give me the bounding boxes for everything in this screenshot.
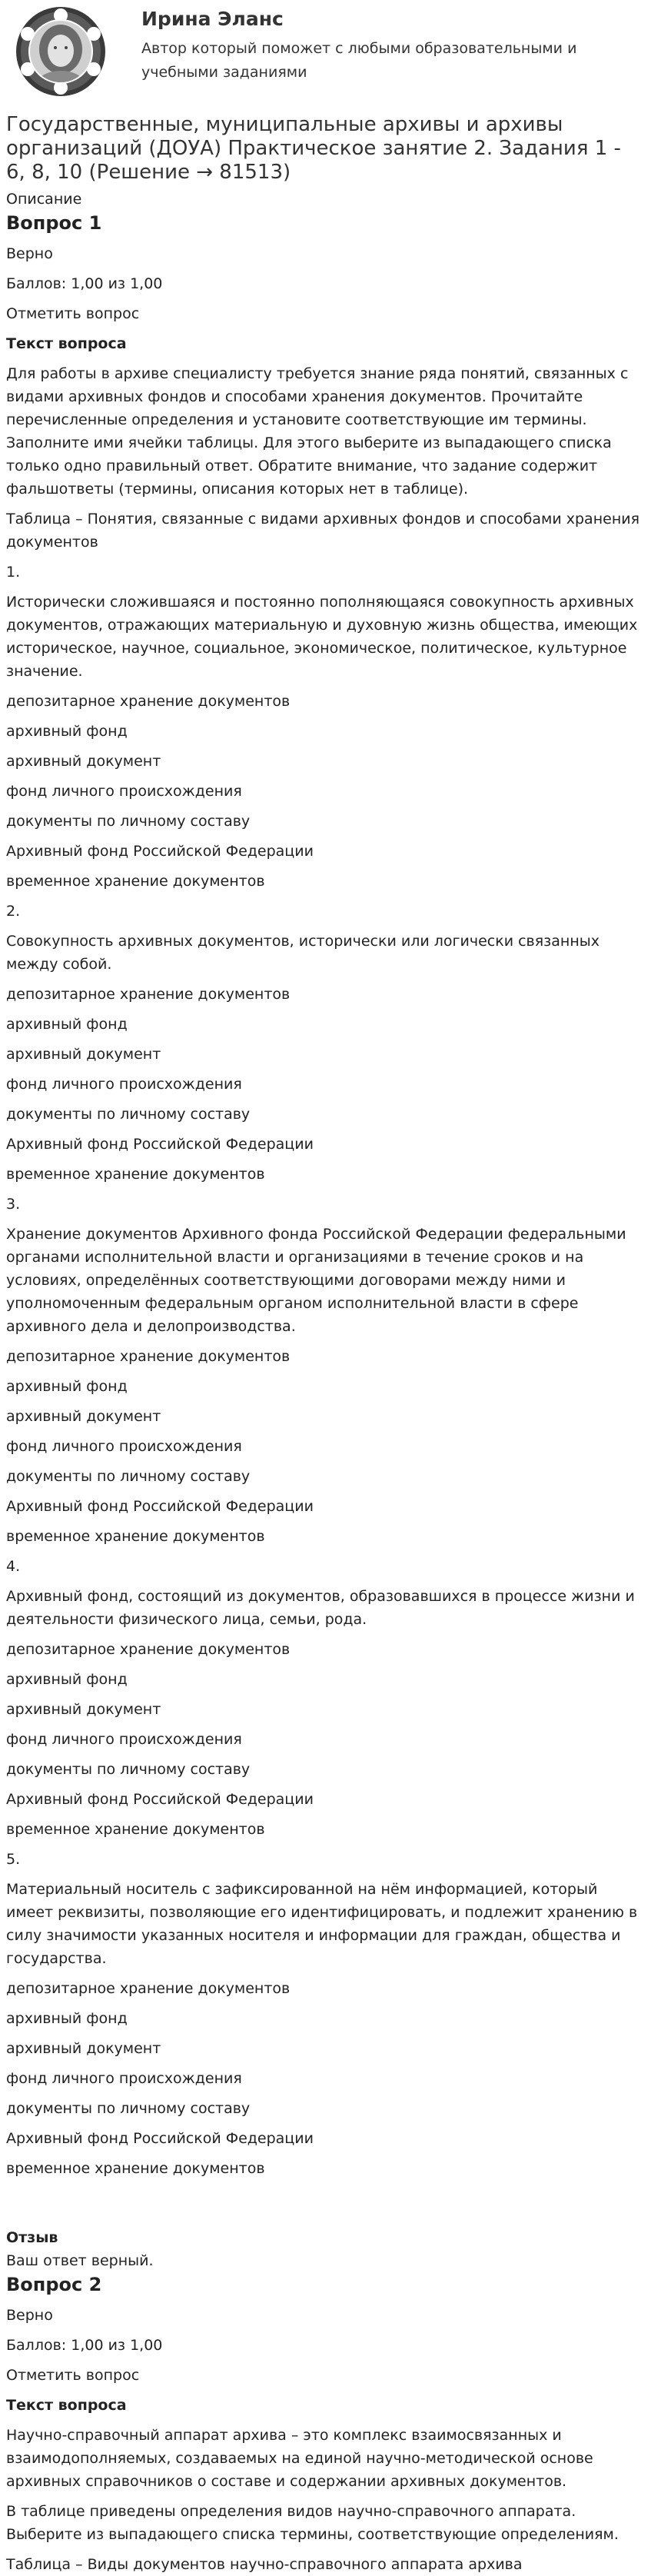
document-title: Государственные, муниципальные архивы и архивы организаций (ДОУА) Практическое занятие 2. Задания 1 - 6, 8, 10 (Решение → 81513) <box>6 113 621 184</box>
answer-option[interactable]: фонд личного происхождения <box>6 1438 242 1455</box>
document-content <box>6 188 644 2576</box>
item-number: 3. <box>6 1196 21 1213</box>
answer-option[interactable]: депозитарное хранение документов <box>6 1641 291 1658</box>
answer-option[interactable]: депозитарное хранение документов <box>6 1348 291 1365</box>
answer-option[interactable]: фонд личного происхождения <box>6 1731 242 1748</box>
question-2-status: Верно <box>6 2307 53 2324</box>
answer-option[interactable]: архивный фонд <box>6 1671 128 1688</box>
item-number: 1. <box>6 564 21 581</box>
answer-option[interactable]: Архивный фонд Российской Федерации <box>6 1136 314 1153</box>
author-description: Автор который поможет с любыми образовательными и учебными заданиями <box>141 40 577 81</box>
answer-option[interactable]: временное хранение документов <box>6 873 265 890</box>
answer-option[interactable]: Архивный фонд Российской Федерации <box>6 843 314 860</box>
question-1-flag-link[interactable]: Отметить вопрос <box>6 305 140 322</box>
question-1-score: Баллов: 1,00 из 1,00 <box>6 275 163 292</box>
question-2-title: Вопрос 2 <box>6 2274 102 2295</box>
answer-option[interactable]: архивный документ <box>6 1046 161 1063</box>
author-header <box>0 0 651 103</box>
answer-option[interactable]: архивный документ <box>6 1408 161 1425</box>
answer-option[interactable]: архивный документ <box>6 753 161 770</box>
item-definition: Совокупность архивных документов, исторически или логически связанных между собой. <box>6 933 600 973</box>
question-1-review-label: Отзыв <box>6 2229 58 2246</box>
question-2-text-label: Текст вопроса <box>6 2397 127 2414</box>
answer-option[interactable]: временное хранение документов <box>6 1528 265 1545</box>
answer-option[interactable]: депозитарное хранение документов <box>6 986 291 1003</box>
answer-option[interactable]: временное хранение документов <box>6 1166 265 1183</box>
answer-option[interactable]: документы по личному составу <box>6 1761 251 1778</box>
question-2-flag-link[interactable]: Отметить вопрос <box>6 2367 140 2384</box>
answer-option[interactable]: фонд личного происхождения <box>6 783 242 800</box>
answer-option[interactable]: фонд личного происхождения <box>6 1076 242 1093</box>
answer-option[interactable]: архивный фонд <box>6 1378 128 1395</box>
question-2-text-1: Научно-справочный аппарат архива – это комплекс взаимосвязанных и взаимодополняемых, создаваемых на единой научно-методической основе архивных справочников о составе и содержании архивных документов. <box>6 2427 593 2490</box>
answer-option[interactable]: архивный фонд <box>6 2010 128 2027</box>
answer-option[interactable]: временное хранение документов <box>6 2160 265 2177</box>
answer-option[interactable]: документы по личному составу <box>6 813 251 830</box>
answer-option[interactable]: документы по личному составу <box>6 2100 251 2117</box>
question-1-feedback: Ваш ответ верный. <box>6 2252 154 2269</box>
answer-option[interactable]: архивный фонд <box>6 723 128 740</box>
question-1-text-label: Текст вопроса <box>6 335 127 352</box>
question-2-text-2: В таблице приведены определения видов научно-справочного аппарата. Выберите из выпадающего списка термины, соответствующие определениям. <box>6 2503 619 2543</box>
item-definition: Материальный носитель с зафиксированной на нём информацией, который имеет реквизиты, позволяющие его идентифицировать, и подлежит хранению в силу значимости указанных носителя и информации для граждан, общества и государства. <box>6 1881 638 1967</box>
item-number: 2. <box>6 903 21 920</box>
item-number: 5. <box>6 1851 21 1868</box>
answer-option[interactable]: фонд личного происхождения <box>6 2070 242 2087</box>
answer-option[interactable]: архивный фонд <box>6 1016 128 1033</box>
question-1-text: Для работы в архиве специалисту требуется знание ряда понятий, связанных с видами архивных фондов и способами хранения документов. Прочитайте перечисленные определения и установите соответствующие им термины. Заполните ими ячейки таблицы. Для этого выберите из выпадающего списка только одно правильный ответ. Обратите внимание, что задание содержит фальшответы (термины, описания которых нет в таблице). <box>6 365 629 498</box>
answer-option[interactable]: архивный документ <box>6 1701 161 1718</box>
question-1-status: Верно <box>6 245 53 262</box>
question-2-score: Баллов: 1,00 из 1,00 <box>6 2337 163 2354</box>
description-label: Описание <box>6 191 82 208</box>
author-avatar <box>6 5 115 98</box>
answer-option[interactable]: Архивный фонд Российской Федерации <box>6 2130 314 2147</box>
author-name: Ирина Эланс <box>141 8 284 30</box>
answer-option[interactable]: Архивный фонд Российской Федерации <box>6 1498 314 1515</box>
item-number: 4. <box>6 1558 21 1575</box>
answer-option[interactable]: архивный документ <box>6 2040 161 2057</box>
item-definition: Исторически сложившаяся и постоянно пополняющаяся совокупность архивных документов, отражающих материальную и духовную жизнь общества, имеющих историческое, научное, социальное, экономическое, политическое, культурное значение. <box>6 594 638 680</box>
question-1-title: Вопрос 1 <box>6 212 102 234</box>
item-definition: Хранение документов Архивного фонда Российской Федерации федеральными органами исполнительной власти и организациями в течение сроков и на условиях, определённых соответствующими договорами между ними и уполномоченным федеральным органом исполнительной власти в сфере архивного дела и делопроизводства. <box>6 1226 626 1335</box>
item-definition: Архивный фонд, состоящий из документов, образовавшихся в процессе жизни и деятельности физического лица, семьи, рода. <box>6 1588 635 1628</box>
question-1-items <box>6 561 644 2180</box>
answer-option[interactable]: депозитарное хранение документов <box>6 693 291 710</box>
answer-option[interactable]: документы по личному составу <box>6 1106 251 1123</box>
answer-option[interactable]: Архивный фонд Российской Федерации <box>6 1791 314 1808</box>
question-2-table-caption: Таблица – Виды документов научно-справочного аппарата архива <box>6 2556 523 2573</box>
answer-option[interactable]: документы по личному составу <box>6 1468 251 1485</box>
answer-option[interactable]: временное хранение документов <box>6 1821 265 1838</box>
question-1-table-caption: Таблица – Понятия, связанные с видами архивных фондов и способами хранения документов <box>6 511 640 551</box>
answer-option[interactable]: депозитарное хранение документов <box>6 1980 291 1997</box>
